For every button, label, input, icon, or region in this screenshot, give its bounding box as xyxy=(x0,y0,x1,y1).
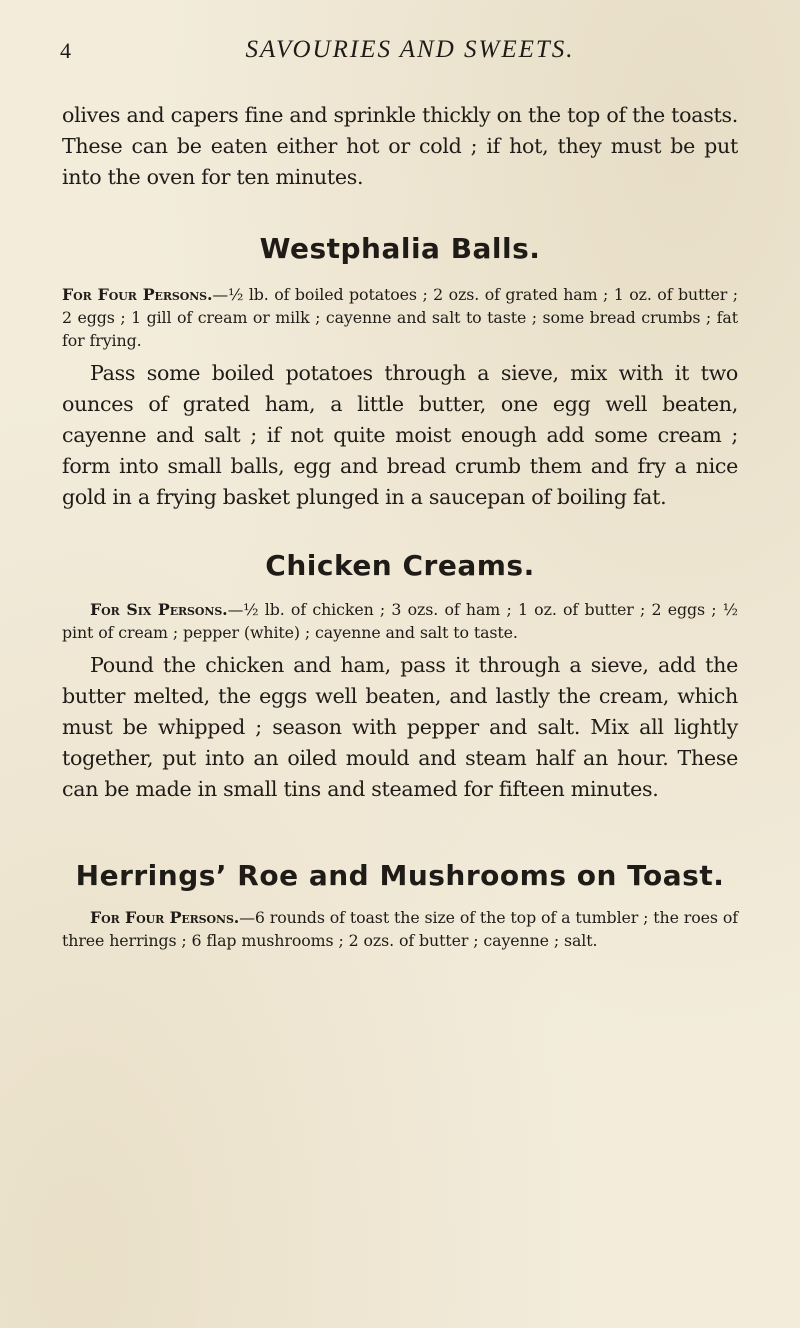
recipe-method-chicken-creams: Pound the chicken and ham, pass it through a sieve, add the butter melted, the eggs well beaten, and lastly the cream, which must be whipped ; season with pepper and salt. Mix all lightly together, put into an oiled mould and steam half an hour. These can be made in small tins and steamed for fifteen minutes. xyxy=(62,653,738,801)
recipe-method-westphalia-balls: Pass some boiled potatoes through a sieve, mix with it two ounces of grated ham, a little butter, one egg well beaten, cayenne and salt ; if not quite moist enough add some cream ; form into small balls, egg and bread crumb them and fry a nice gold in a frying basket plunged in a saucepan of boiling fat. xyxy=(62,361,738,509)
page-number: 4 xyxy=(60,38,71,63)
ingredients-list: —½ lb. of boiled potatoes ; 2 ozs. of grated ham ; 1 oz. of butter ; 2 eggs ; 1 gill of cream or milk ; cayenne and salt to taste ; some bread crumbs ; fat for frying. xyxy=(62,285,739,350)
page-content xyxy=(62,100,738,952)
recipe-title-westphalia-balls: Westphalia Balls. xyxy=(259,232,541,265)
ingredients-list: —½ lb. of chicken ; 3 ozs. of ham ; 1 oz. of butter ; 2 eggs ; ½ pint of cream ; pepper (white) ; cayenne and salt to taste. xyxy=(62,600,738,642)
recipe-ingredients-herrings-roe xyxy=(62,906,738,952)
servings-label: For Six Persons. xyxy=(90,600,228,619)
servings-label: For Four Persons. xyxy=(90,908,240,927)
page-header xyxy=(60,34,760,74)
recipe-title-herrings-roe: Herrings’ Roe and Mushrooms on Toast. xyxy=(75,859,725,892)
recipe-ingredients-chicken-creams xyxy=(62,598,738,644)
continuation-paragraph: olives and capers fine and sprinkle thickly on the top of the toasts. These can be eaten either hot or cold ; if hot, they must be put into the oven for ten minutes. xyxy=(62,103,738,189)
recipe-ingredients-westphalia-balls xyxy=(62,283,738,352)
recipe-title-chicken-creams: Chicken Creams. xyxy=(265,549,535,582)
ingredients-list: —6 rounds of toast the size of the top of a tumbler ; the roes of three herrings ; 6 flap mushrooms ; 2 ozs. of butter ; cayenne ; salt. xyxy=(62,908,738,950)
servings-label: For Four Persons. xyxy=(62,285,213,304)
running-head: SAVOURIES AND SWEETS. xyxy=(245,36,575,63)
